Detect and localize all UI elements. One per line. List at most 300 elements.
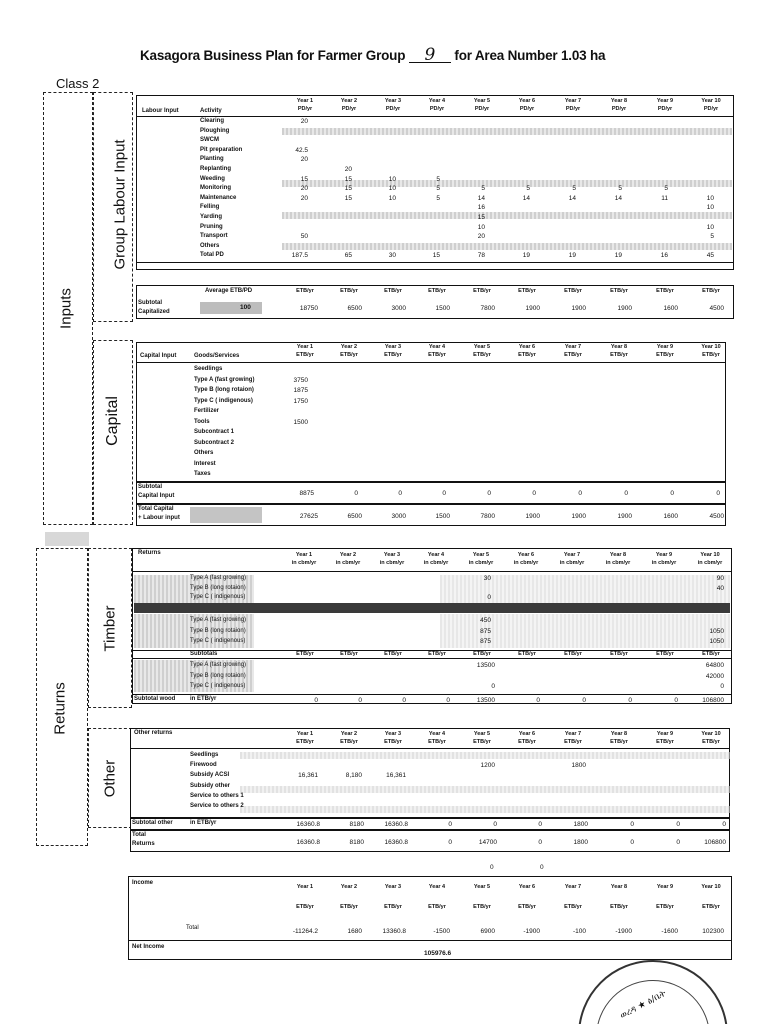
labour-unit-header: PD/yr (703, 106, 719, 112)
labour-year-header: Year 4 (428, 98, 446, 104)
net-income-value: 105976.6 (424, 950, 452, 957)
income-etb-header: ETB/yr (518, 904, 536, 910)
labour-etb-header: ETB/yr (610, 288, 628, 294)
timber-wood-line (132, 694, 732, 695)
labour-unit-header: PD/yr (565, 106, 581, 112)
activity-transport: Transport (200, 233, 228, 240)
shade-row (282, 212, 732, 219)
income-etb-header: ETB/yr (702, 904, 720, 910)
capital-row-type-b-long-rotaion-: Type B (long rotaion) (194, 387, 254, 393)
timber-etb-header: ETB/yr (340, 651, 358, 657)
returns-label: Returns (51, 682, 69, 735)
timber-volume-y10: 90 (716, 575, 724, 582)
labour-value: 20 (300, 194, 308, 202)
income-total-value: 6900 (480, 928, 495, 935)
timber-volume-y10: 40 (716, 584, 724, 592)
labour-subtotal-value: 6500 (347, 305, 362, 312)
capitalized-label: Capitalized (138, 309, 170, 315)
labour-value: 15 (344, 175, 352, 183)
other-year-header: Year 7 (564, 731, 582, 737)
class-label: Class 2 (56, 76, 100, 91)
labour-value: 20 (300, 118, 308, 125)
total-returns-value: 0 (676, 839, 680, 846)
timber-etb-row: Type A (fast growing) (190, 662, 247, 668)
labour-value: 187.5 (291, 252, 308, 260)
activity-planting: Planting (200, 156, 224, 163)
labour-year-header: Year 1 (296, 98, 314, 104)
labour-value: 19 (522, 252, 530, 260)
labour-header-line (136, 116, 734, 117)
timber-unit-header: in cbm/yr (605, 560, 631, 566)
timber-etb-header: ETB/yr (702, 651, 720, 657)
other-year-header: Year 2 (340, 731, 358, 737)
income-etb-header: ETB/yr (473, 904, 491, 910)
capital-subtotal-value: 0 (624, 490, 628, 497)
separator-block (45, 532, 89, 546)
capital-year-header: Year 2 (340, 344, 358, 350)
other-etb-header: ETB/yr (564, 739, 582, 745)
total-capital-label: Total Capital (138, 506, 174, 512)
cap-subtotal-label: Subtotal (138, 484, 162, 490)
timber-year-header: Year 4 (427, 552, 445, 558)
other-value: 16,361 (298, 772, 318, 780)
timber-unit-header: in cbm/yr (291, 560, 317, 566)
subtotal-wood-value: 0 (358, 697, 362, 704)
timber-price-row: Type C ( indigenous) (190, 638, 246, 644)
activity-replanting: Replanting (200, 166, 231, 172)
title-suffix: for Area Number 1.03 ha (454, 48, 606, 63)
labour-value: 15 (344, 185, 352, 193)
total-returns-value: 1800 (573, 839, 588, 846)
other-header-line (130, 748, 730, 749)
capital-subtotal-value: 0 (532, 490, 536, 497)
timber-price-row: Type A (fast growing) (190, 617, 247, 623)
labour-value: 5 (618, 185, 622, 193)
total-returns-value: 16360.8 (384, 839, 408, 846)
income-etb-header: ETB/yr (428, 904, 446, 910)
capital-etb-header: ETB/yr (518, 352, 536, 358)
capital-total-value: 3000 (391, 513, 406, 520)
labour-input-label: + Labour input (138, 515, 180, 521)
other-label: Other (101, 759, 119, 798)
labour-etb-header: ETB/yr (340, 288, 358, 294)
subtotal-other-value: 16360.8 (384, 821, 408, 828)
capital-year-header: Year 4 (428, 344, 446, 350)
timber-volume-row: Type C ( indigenous) (190, 594, 246, 600)
subtotal-label: Subtotal (138, 300, 162, 306)
labour-value: 5 (572, 185, 576, 193)
labour-unit-header: PD/yr (341, 106, 357, 112)
other-etb-header: ETB/yr (428, 739, 446, 745)
capital-input-col-header: Capital Input (140, 353, 177, 359)
group-labour-label: Group Labour Input (111, 139, 129, 270)
other-year-header: Year 3 (384, 731, 402, 737)
labour-value: 5 (436, 194, 440, 202)
labour-year-header: Year 2 (340, 98, 358, 104)
income-etb-header: ETB/yr (656, 904, 674, 910)
income-year-header: Year 9 (656, 884, 674, 890)
labour-value: 10 (388, 185, 396, 193)
timber-price-y5: 875 (480, 627, 491, 635)
other-value: 1800 (571, 762, 586, 770)
capital-year-header: Year 5 (473, 344, 491, 350)
labour-value: 16 (660, 252, 668, 260)
total-returns-value: 14700 (478, 839, 497, 846)
timber-year-header: Year 7 (563, 552, 581, 558)
other-etb-header: ETB/yr (473, 739, 491, 745)
net-income-label: Net Income (132, 944, 165, 950)
labour-value: 19 (614, 252, 622, 260)
activity-pruning: Pruning (200, 223, 223, 230)
returns-label: Returns (132, 841, 155, 847)
labour-subtotal-value: 1600 (663, 305, 678, 312)
subtotal-wood-value: 0 (402, 697, 406, 704)
group-number-handwritten: 9 (409, 48, 451, 63)
labour-value: 15 (344, 194, 352, 202)
shade-row (282, 243, 732, 250)
other-value: 8,180 (345, 772, 362, 780)
labour-subtotal-value: 1900 (617, 305, 632, 312)
subtotal-wood-value: 0 (628, 697, 632, 704)
below-value: 0 (490, 864, 494, 871)
income-total-value: 1680 (347, 928, 362, 935)
income-etb-header: ETB/yr (610, 904, 628, 910)
income-net-line (128, 940, 732, 941)
returns-col-header: Returns (138, 550, 161, 556)
labour-value: 16 (477, 204, 485, 212)
capital-subtotal-value: 0 (578, 490, 582, 497)
timber-year-header: Year 5 (472, 552, 490, 558)
total-returns-value: 16360.8 (296, 839, 320, 846)
title-prefix: Kasagora Business Plan for Farmer Group (140, 48, 406, 63)
timber-etb-header: ETB/yr (518, 651, 536, 657)
timber-etb-header: ETB/yr (384, 651, 402, 657)
labour-year-header: Year 9 (656, 98, 674, 104)
labour-value: 5 (481, 185, 485, 193)
activity-total-pd: Total PD (200, 252, 224, 259)
capital-value: 3750 (293, 376, 308, 384)
timber-year-header: Year 6 (517, 552, 535, 558)
labour-unit-header: PD/yr (611, 106, 627, 112)
other-etb-header: ETB/yr (656, 739, 674, 745)
timber-unit-header: in cbm/yr (651, 560, 677, 566)
timber-etb-header: ETB/yr (473, 651, 491, 657)
subtotal-other-label: Subtotal other (132, 820, 173, 826)
activity-weeding: Weeding (200, 175, 225, 182)
other-etb-header: ETB/yr (702, 739, 720, 745)
other-row-service-to-others-1: Service to others 1 (190, 792, 244, 799)
cap-input-label: Capital Input (138, 493, 175, 499)
labour-etb-header: ETB/yr (384, 288, 402, 294)
capital-year-header: Year 7 (564, 344, 582, 350)
income-total-label: Total (186, 925, 199, 931)
labour-value: 20 (477, 233, 485, 241)
capital-etb-header: ETB/yr (340, 352, 358, 358)
other-etb-header: ETB/yr (518, 739, 536, 745)
subtotal-other-value: 0 (538, 821, 542, 828)
timber-year-header: Year 3 (383, 552, 401, 558)
other-year-header: Year 8 (610, 731, 628, 737)
capital-subtotal-value: 0 (716, 490, 720, 497)
capital-row-type-a-fast-growing-: Type A (fast growing) (194, 376, 255, 383)
other-etb-header: ETB/yr (340, 739, 358, 745)
capital-total-value: 1900 (571, 513, 586, 520)
timber-year-header: Year 2 (339, 552, 357, 558)
capital-row-others: Others (194, 450, 214, 456)
income-year-header: Year 4 (428, 884, 446, 890)
labour-value: 15 (432, 252, 440, 260)
timber-etb-y10: 0 (720, 683, 724, 690)
total-returns-value: 0 (538, 839, 542, 846)
capital-etb-header: ETB/yr (296, 352, 314, 358)
timber-volume-y5: 30 (483, 575, 491, 582)
timber-etb-y10: 42000 (705, 672, 724, 680)
capital-header-line (136, 362, 726, 363)
other-etb-header: ETB/yr (296, 739, 314, 745)
subtotal-wood-unit: in ETB/yr (190, 696, 217, 702)
capital-etb-header: ETB/yr (428, 352, 446, 358)
labour-unit-header: PD/yr (657, 106, 673, 112)
activity-others: Others (200, 242, 220, 249)
subtotal-wood-value: 106800 (702, 697, 724, 704)
inputs-label: Inputs (57, 288, 75, 329)
income-total-value: -11264.2 (292, 928, 318, 935)
labour-value: 10 (388, 175, 396, 183)
income-year-header: Year 6 (518, 884, 536, 890)
capital-subtotal-value: 0 (354, 490, 358, 497)
timber-etb-header: ETB/yr (564, 651, 582, 657)
timber-etb-row: Type B (long rotaion) (190, 672, 246, 679)
labour-unit-header: PD/yr (297, 106, 313, 112)
timber-etb-header: ETB/yr (428, 651, 446, 657)
timber-unit-header: in cbm/yr (423, 560, 449, 566)
subtotal-other-value: 0 (448, 821, 452, 828)
capital-total-value: 1900 (617, 513, 632, 520)
labour-value: 78 (477, 252, 485, 260)
other-year-header: Year 4 (428, 731, 446, 737)
timber-price-row: Type B (long rotaion) (190, 627, 246, 634)
labour-etb-header: ETB/yr (564, 288, 582, 294)
other-row-subsidy-other: Subsidy other (190, 782, 231, 789)
average-etb-label: Average ETB/PD (205, 288, 253, 294)
capital-row-interest: Interest (194, 460, 216, 467)
labour-value: 15 (477, 214, 485, 221)
capital-row-subcontract-: Subcontract 1 (194, 429, 235, 435)
labour-year-header: Year 7 (564, 98, 582, 104)
timber-volume-row: Type A (fast growing) (190, 575, 247, 581)
timber-etb-header: ETB/yr (610, 651, 628, 657)
stamp-text: ወረዳ ★ ፅ/ቤት (618, 988, 668, 1022)
total-capital-field[interactable] (190, 507, 262, 523)
activity-monitoring: Monitoring (200, 185, 231, 192)
timber-etb-row: Type C ( indigenous) (190, 683, 246, 689)
capital-year-header: Year 10 (701, 344, 721, 350)
capital-total-value: 1900 (525, 513, 540, 520)
labour-value: 10 (706, 204, 714, 212)
capital-row-fertilizer: Fertilizer (194, 408, 220, 414)
timber-year-header: Year 9 (655, 552, 673, 558)
labour-value: 45 (706, 252, 714, 260)
other-year-header: Year 10 (701, 731, 721, 737)
total-returns-value: 0 (630, 839, 634, 846)
capital-subtotal-value: 0 (670, 490, 674, 497)
labour-subtotal-value: 1900 (525, 305, 540, 312)
labour-subtotal-value: 1900 (571, 305, 586, 312)
income-total-value: -1900 (523, 928, 540, 935)
total-returns-label: Total (132, 832, 146, 838)
labour-value: 42.5 (295, 146, 308, 154)
subtotal-other-value: 0 (493, 821, 497, 828)
subtotal-wood-value: 0 (674, 697, 678, 704)
other-etb-header: ETB/yr (384, 739, 402, 745)
timber-header-line (132, 571, 732, 572)
income-year-header: Year 3 (384, 884, 402, 890)
capital-etb-header: ETB/yr (702, 352, 720, 358)
labour-value: 5 (526, 185, 530, 193)
capital-subtotal-value: 0 (398, 490, 402, 497)
labour-etb-header: ETB/yr (473, 288, 491, 294)
timber-etb-y10: 64800 (705, 662, 724, 669)
timber-volume-row: Type B (long rotaion) (190, 584, 246, 591)
labour-total-line (136, 262, 734, 263)
income-year-header: Year 7 (564, 884, 582, 890)
subtotal-wood-value: 0 (446, 697, 450, 704)
income-year-header: Year 5 (473, 884, 491, 890)
labour-year-header: Year 8 (610, 98, 628, 104)
timber-year-header: Year 10 (700, 552, 720, 558)
capital-total-value: 4500 (709, 513, 724, 520)
avg-etb-field[interactable] (200, 302, 262, 314)
other-year-header: Year 9 (656, 731, 674, 737)
timber-price-y10: 1050 (709, 627, 724, 635)
other-value: 16,361 (386, 772, 406, 780)
labour-subtotal-value: 18750 (299, 305, 318, 312)
labour-value: 19 (568, 252, 576, 260)
avg-etb-value: 100 (240, 304, 251, 311)
income-total-value: -1500 (433, 928, 450, 935)
subtotal-other-value: 0 (722, 821, 726, 828)
labour-etb-header: ETB/yr (702, 288, 720, 294)
labour-unit-header: PD/yr (519, 106, 535, 112)
other-year-header: Year 5 (473, 731, 491, 737)
timber-unit-header: in cbm/yr (513, 560, 539, 566)
labour-unit-header: PD/yr (474, 106, 490, 112)
capital-etb-header: ETB/yr (384, 352, 402, 358)
labour-value: 30 (388, 252, 396, 260)
capital-subtotal-value: 8875 (299, 490, 314, 497)
shade-row (240, 786, 730, 793)
labour-value: 20 (344, 166, 352, 173)
other-etb-header: ETB/yr (610, 739, 628, 745)
labour-year-header: Year 5 (473, 98, 491, 104)
timber-unit-header: in cbm/yr (335, 560, 361, 566)
labour-etb-header: ETB/yr (428, 288, 446, 294)
capital-label: Capital (104, 396, 121, 446)
timber-volume-y5: 0 (487, 594, 491, 601)
labour-value: 10 (477, 223, 485, 231)
timber-unit-header: in cbm/yr (468, 560, 494, 566)
labour-subtotal-value: 4500 (709, 305, 724, 312)
activity-maintenance: Maintenance (200, 194, 237, 201)
below-value: 0 (540, 864, 544, 871)
capital-row-taxes: Taxes (194, 471, 211, 477)
activity-pit-preparation: Pit preparation (200, 146, 243, 153)
timber-unit-header: in cbm/yr (559, 560, 585, 566)
labour-value: 15 (300, 175, 308, 183)
labour-value: 20 (300, 185, 308, 193)
capital-year-header: Year 6 (518, 344, 536, 350)
timber-price-y10: 1050 (709, 638, 724, 645)
capital-total-value: 7800 (480, 513, 495, 520)
capital-total-value: 27625 (299, 513, 318, 520)
capital-etb-header: ETB/yr (473, 352, 491, 358)
subtotal-other-value: 8180 (349, 821, 364, 828)
capital-total-value: 6500 (347, 513, 362, 520)
labour-year-header: Year 3 (384, 98, 402, 104)
capital-total-value: 1600 (663, 513, 678, 520)
income-total-value: -100 (572, 928, 586, 935)
page-title (140, 45, 606, 65)
capital-subtotal-value: 0 (442, 490, 446, 497)
other-row-service-to-others-2: Service to others 2 (190, 803, 244, 809)
capital-etb-header: ETB/yr (610, 352, 628, 358)
subtotal-other-value: 0 (630, 821, 634, 828)
timber-etb-y5: 0 (491, 683, 495, 690)
labour-etb-header: ETB/yr (656, 288, 674, 294)
timber-unit-header: in cbm/yr (379, 560, 405, 566)
labour-subtotal-value: 3000 (391, 305, 406, 312)
timber-subtotals-label: Subtotals (190, 651, 218, 657)
other-row-firewood: Firewood (190, 762, 217, 769)
total-returns-value: 106800 (704, 839, 726, 846)
dark-band (134, 603, 730, 613)
activity-felling: Felling (200, 204, 220, 211)
subtotal-other-value: 1800 (573, 821, 588, 828)
capital-etb-header: ETB/yr (656, 352, 674, 358)
labour-value: 14 (614, 194, 622, 202)
labour-value: 14 (568, 194, 576, 202)
labour-value: 50 (300, 233, 308, 241)
capital-year-header: Year 1 (296, 344, 314, 350)
labour-etb-header: ETB/yr (296, 288, 314, 294)
labour-value: 5 (664, 185, 668, 193)
income-total-value: -1600 (661, 928, 678, 935)
timber-label: Timber (101, 605, 119, 652)
subtotal-other-unit: in ETB/yr (190, 820, 217, 826)
labour-etb-header: ETB/yr (518, 288, 536, 294)
labour-value: 5 (436, 185, 440, 193)
labour-value: 5 (710, 233, 714, 241)
income-etb-header: ETB/yr (384, 904, 402, 910)
timber-unit-header: in cbm/yr (697, 560, 723, 566)
labour-value: 11 (661, 194, 668, 202)
shade-row (282, 128, 732, 135)
income-year-header: Year 1 (296, 884, 314, 890)
labour-unit-header: PD/yr (385, 106, 401, 112)
capital-year-header: Year 9 (656, 344, 674, 350)
capital-value: 1875 (293, 387, 308, 394)
capital-year-header: Year 3 (384, 344, 402, 350)
capital-row-subcontract-: Subcontract 2 (194, 439, 235, 446)
capital-value: 1500 (293, 418, 308, 426)
timber-price-y5: 875 (480, 638, 491, 645)
income-year-header: Year 8 (610, 884, 628, 890)
other-year-header: Year 6 (518, 731, 536, 737)
timber-etb-header: ETB/yr (296, 651, 314, 657)
capital-row-seedlings: Seedlings (194, 366, 223, 372)
other-returns-header: Other returns (134, 730, 173, 736)
total-returns-value: 8180 (349, 839, 364, 846)
